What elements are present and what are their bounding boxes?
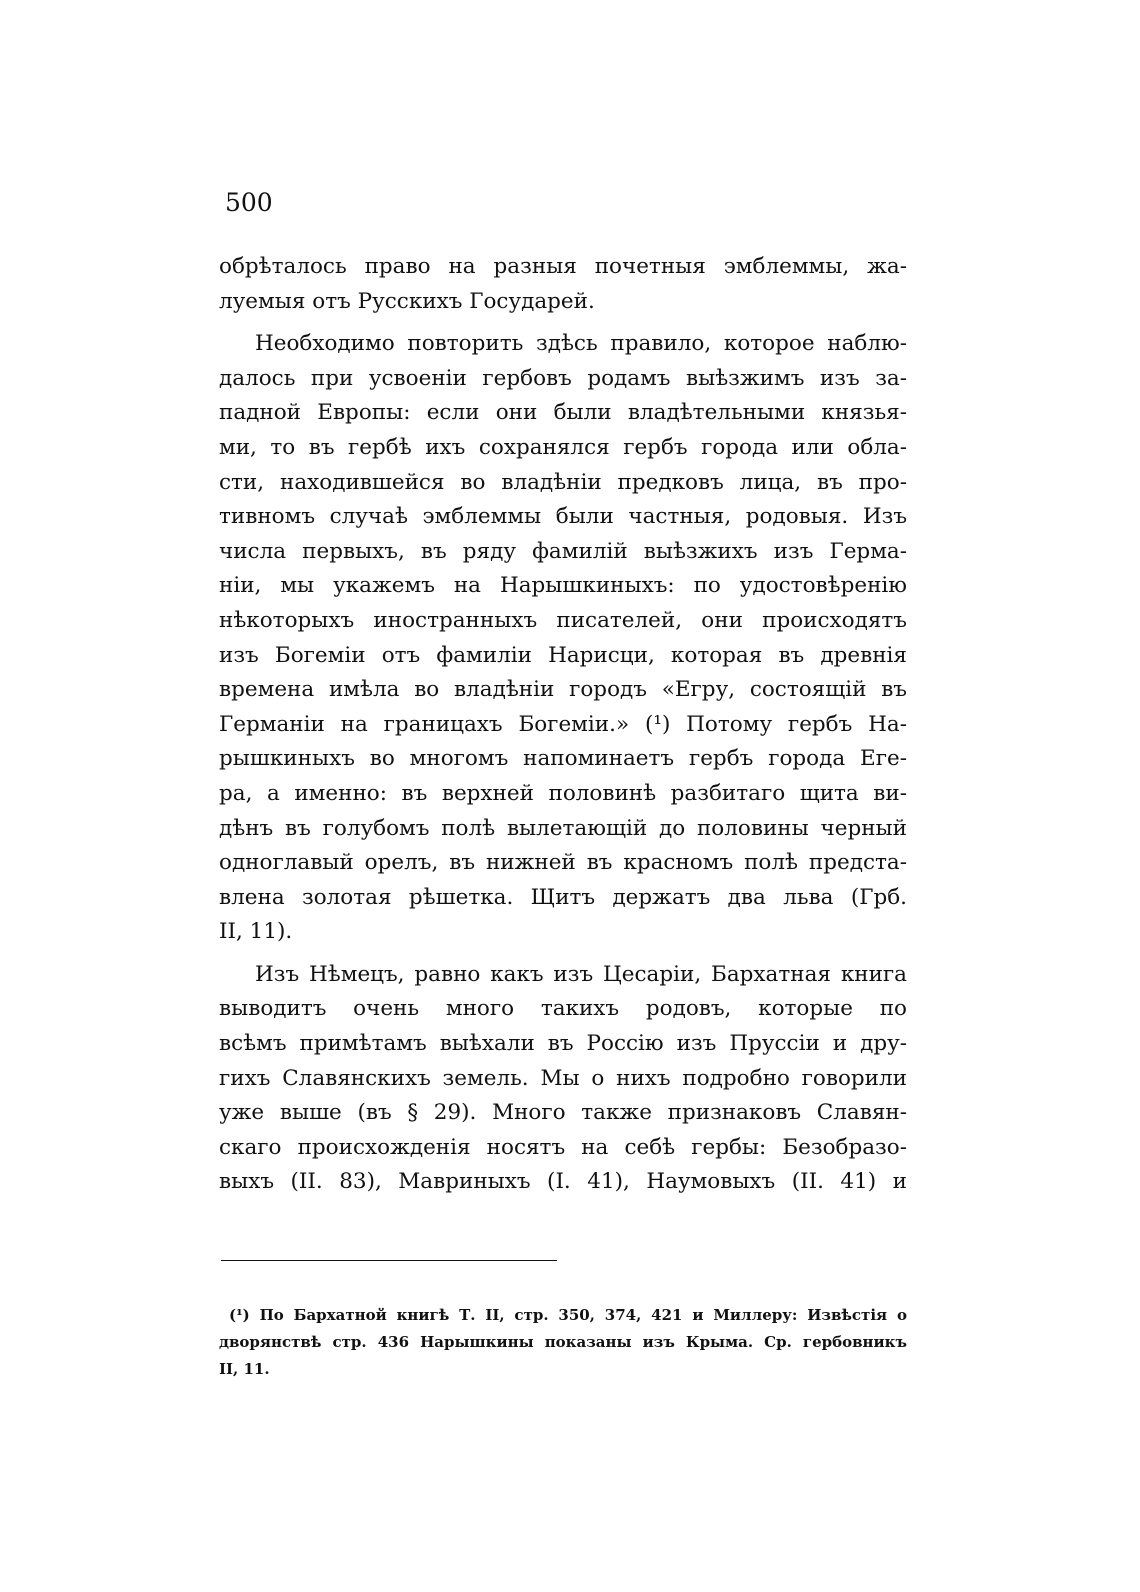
text-line: Германіи на границахъ Богеміи.» (¹) Потому гербъ На- xyxy=(219,711,907,737)
text-line: изъ Богеміи отъ фамиліи Нарисци, которая въ древнія xyxy=(219,642,907,668)
text-line: обрѣталось право на разныя почетныя эмблеммы, жа- xyxy=(219,254,907,279)
text-line: далось при усвоеніи гербовъ родамъ выѣзжимъ изъ за- xyxy=(219,365,907,391)
text-line: уже выше (въ § 29). Много также признаковъ Славян- xyxy=(219,1100,907,1126)
text-line: времена имѣла во владѣніи городъ «Егру, состоящій въ xyxy=(219,677,907,703)
text-line: Необходимо повторить здѣсь правило, которое наблю- xyxy=(255,331,907,357)
page-number: 500 xyxy=(225,188,273,217)
footnote-line: (¹) По Бархатной книгѣ Т. II, стр. 350, 374, 421 и Миллеру: Извѣстія о xyxy=(229,1306,907,1324)
footnote-divider xyxy=(221,1260,557,1261)
text-line: нѣкоторыхъ иностранныхъ писателей, они происходятъ xyxy=(219,607,907,633)
text-line: одноглавый орелъ, въ нижней въ красномъ полѣ предста- xyxy=(219,850,907,876)
text-line: ніи, мы укажемъ на Нарышкиныхъ: по удостовѣренію xyxy=(219,573,907,599)
footnote-line: II, 11. xyxy=(219,1360,270,1378)
text-line: II, 11). xyxy=(219,919,293,945)
text-line: рышкиныхъ во многомъ напоминаетъ гербъ города Еге- xyxy=(219,746,907,772)
footnote-line: дворянствѣ стр. 436 Нарышкины показаны изъ Крыма. Ср. гербовникъ xyxy=(219,1333,907,1351)
text-line: всѣмъ примѣтамъ выѣхали въ Россію изъ Пруссіи и дру- xyxy=(219,1031,907,1057)
text-line: луемыя отъ Русскихъ Государей. xyxy=(219,288,595,314)
text-line: выводитъ очень много такихъ родовъ, которые по xyxy=(219,996,907,1022)
text-line: падной Европы: если они были владѣтельными князья- xyxy=(219,400,907,426)
text-line: скаго происхожденія носятъ на себѣ гербы: Безобразо- xyxy=(219,1134,907,1160)
text-line: ми, то въ гербѣ ихъ сохранялся гербъ города или обла- xyxy=(219,434,907,460)
text-line: Изъ Нѣмецъ, равно какъ изъ Цесаріи, Бархатная книга xyxy=(255,961,907,987)
text-line: гихъ Славянскихъ земель. Мы о нихъ подробно говорили xyxy=(219,1065,907,1091)
text-line: выхъ (II. 83), Мавриныхъ (I. 41), Наумовыхъ (II. 41) и xyxy=(219,1169,907,1195)
text-line: дѣнъ въ голубомъ полѣ вылетающій до половины черный xyxy=(219,815,907,841)
text-line: числа первыхъ, въ ряду фамилій выѣзжихъ изъ Герма- xyxy=(219,538,907,564)
text-line: сти, находившейся во владѣніи предковъ лица, въ про- xyxy=(219,469,907,495)
text-line: ра, а именно: въ верхней половинѣ разбитаго щита ви- xyxy=(219,780,907,806)
text-line: тивномъ случаѣ эмблеммы были частныя, родовыя. Изъ xyxy=(219,504,907,530)
footnote xyxy=(219,1302,907,1383)
text-line: влена золотая рѣшетка. Щитъ держатъ два льва (Грб. xyxy=(219,884,907,910)
body-text xyxy=(219,250,907,1200)
